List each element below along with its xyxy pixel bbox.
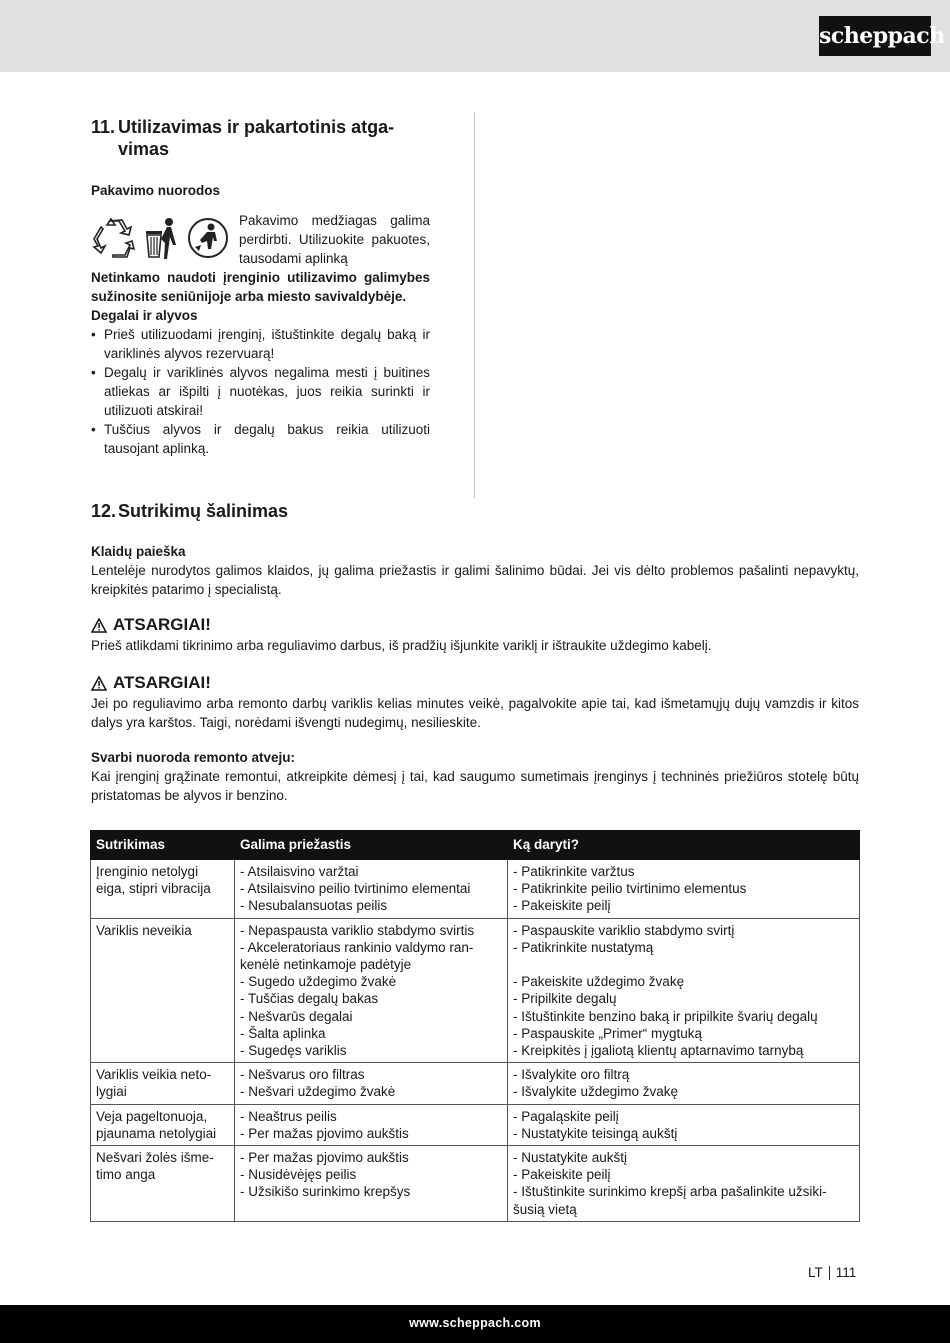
fuel-heading: Degalai ir alyvos — [91, 308, 198, 323]
cell-line: - Išvalykite oro filtrą — [513, 1067, 630, 1083]
fault-heading: Klaidų paieška — [91, 544, 186, 559]
table-cell-causes — [235, 860, 508, 919]
cell-line: - Per mažas pjovimo aukštis — [240, 1150, 409, 1166]
section-number: 11. — [91, 117, 116, 137]
fuel-bullets — [91, 325, 430, 458]
cell-line: - Užsikišo surinkimo krepšys — [240, 1184, 411, 1200]
page-number — [808, 1265, 856, 1280]
column-header: Sutrikimas — [91, 831, 235, 860]
table-cell-fault — [91, 918, 235, 1063]
cell-line: lygiai — [96, 1084, 127, 1100]
repair-heading: Svarbi nuoroda remonto atveju: — [91, 750, 296, 765]
section-12-title — [91, 500, 859, 522]
table-cell-actions — [508, 860, 860, 919]
table-cell-fault — [91, 860, 235, 919]
warning-title: ATSARGIAI! — [113, 615, 211, 634]
table-cell-fault — [91, 1104, 235, 1145]
cell-line: timo anga — [96, 1167, 156, 1183]
table-row — [91, 1146, 860, 1222]
section-11 — [91, 116, 430, 458]
section-11-title — [91, 116, 430, 160]
cell-line: - Neaštrus peilis — [240, 1108, 337, 1124]
column-header: Ką daryti? — [508, 831, 860, 860]
title-line-2: vimas — [118, 139, 170, 159]
fault-text: Lentelėje nurodytos galimos klaidos, jų galima priežastis ir galimi šalinimo būdai. Jei vis dėlto problemos pašalinti nepavyktų, kreipkitės patarimo į specialistą. — [91, 563, 859, 597]
cell-line: - Pagaląskite peilį — [513, 1108, 619, 1124]
cell-line: Variklis neveikia — [96, 922, 192, 938]
cell-line: Nešvari žolės išme- — [96, 1150, 214, 1166]
recycle-icon — [91, 215, 137, 261]
recycling-icons — [91, 211, 237, 265]
table-header-row — [91, 831, 860, 860]
column-header: Galima priežastis — [235, 831, 508, 860]
troubleshooting-table — [90, 830, 860, 1222]
table-cell-actions — [508, 1063, 860, 1104]
table-cell-causes — [235, 1063, 508, 1104]
table-cell-fault — [91, 1146, 235, 1222]
cell-line: - Patikrinkite varžtus — [513, 864, 635, 879]
table-row — [91, 860, 860, 919]
repair-text: Kai įrenginį grąžinate remontui, atkreipkite dėmesį į tai, kad saugumo sumetimais įrenginys į techninės priežiūros stotelę būtų pristatomas be alyvos ir benzino. — [91, 769, 859, 803]
column-divider — [474, 112, 475, 498]
table-row — [91, 1104, 860, 1145]
list-item: • Degalų ir variklinės alyvos negalima mesti į buitines atliekas ar išpilti į nuotėkas, juos reikia surinkti ir utilizuoti atskirai! — [91, 365, 430, 418]
cell-line: - Paspauskite „Primer“ mygtuką — [513, 1025, 703, 1041]
cell-line: - Nepaspausta variklio stabdymo svirtis — [240, 922, 475, 938]
cell-line: eiga, stipri vibracija — [96, 881, 211, 897]
cell-line: pjaunama netolygiai — [96, 1125, 217, 1141]
list-item: • Tuščius alyvos ir degalų bakus reikia utilizuoti tausojant aplinką. — [91, 422, 430, 456]
table-cell-causes — [235, 1146, 508, 1222]
table-cell-actions — [508, 918, 860, 1063]
cell-line: - Nešvari uždegimo žvakė — [240, 1084, 396, 1100]
title-line-1: Utilizavimas ir pakartotinis atga- — [118, 117, 395, 137]
waste-bin-icon — [143, 215, 179, 261]
header-band — [0, 0, 950, 72]
cell-line — [513, 956, 854, 973]
packing-text: Pakavimo medžiagas galima perdirbti. Utilizuokite pakuotes, tausodami aplinką — [239, 213, 430, 266]
cell-line: kenėlė netinkamoje padėtyje — [240, 957, 412, 973]
packing-block — [91, 211, 430, 306]
table-cell-causes — [235, 918, 508, 1063]
cell-line: - Paspauskite variklio stabdymo svirtį — [513, 922, 735, 938]
cell-line: - Atsilaisvino varžtai — [240, 864, 359, 879]
person-recycle-icon — [185, 215, 231, 261]
table-body — [91, 860, 860, 1222]
cell-line: - Pakeiskite uždegimo žvakę — [513, 974, 685, 990]
footer-bar — [0, 1305, 950, 1343]
warning-1-heading — [91, 614, 859, 636]
table-cell-actions — [508, 1146, 860, 1222]
warning-icon — [91, 676, 107, 691]
cell-line: - Nesubalansuotas peilis — [240, 898, 388, 914]
cell-line: - Nešvarus oro filtras — [240, 1067, 365, 1083]
section-title-text: Sutrikimų šalinimas — [118, 501, 289, 521]
cell-line: - Patikrinkite peilio tvirtinimo elementus — [513, 881, 747, 897]
table-row — [91, 918, 860, 1063]
table-cell-causes — [235, 1104, 508, 1145]
cell-line: - Patikrinkite nustatymą — [513, 939, 654, 955]
cell-line: - Pripilkite degalų — [513, 991, 617, 1007]
section-12 — [91, 500, 859, 805]
cell-line: šusią vietą — [513, 1201, 577, 1217]
language-code: LT — [808, 1265, 823, 1280]
warning-1-text: Prieš atlikdami tikrinimo arba reguliavimo darbus, iš pradžių išjunkite variklį ir ištraukite uždegimo kabelį. — [91, 638, 712, 653]
warning-2-heading — [91, 672, 859, 694]
cell-line: - Kreipkitės į įgaliotą klientų aptarnavimo tarnybą — [513, 1043, 804, 1059]
cell-line: - Pakeiskite peilį — [513, 1167, 611, 1183]
cell-line: - Sugedo uždegimo žvakė — [240, 974, 397, 990]
bullet-text: Tuščius alyvos ir degalų bakus reikia utilizuoti tausojant aplinką. — [104, 422, 430, 456]
cell-line: - Ištuštinkite surinkimo krepšį arba pašalinkite užsiki- — [513, 1184, 827, 1200]
list-item: • Prieš utilizuodami įrenginį, ištuštinkite degalų baką ir variklinės alyvos rezervuarą! — [91, 327, 430, 361]
cell-line: - Nešvarūs degalai — [240, 1008, 353, 1024]
cell-line: Įrenginio netolygi — [96, 864, 199, 879]
page-number-value: 111 — [835, 1265, 857, 1280]
separator — [829, 1266, 830, 1280]
cell-line: - Išvalykite uždegimo žvakę — [513, 1084, 679, 1100]
disposal-text: Netinkamo naudoti įrenginio utilizavimo galimybes sužinosite seniūnijoje arba miesto savivaldybėje. — [91, 270, 430, 304]
cell-line: - Sugedęs variklis — [240, 1043, 347, 1059]
cell-line: Veja pageltonuoja, — [96, 1108, 208, 1124]
cell-line: - Atsilaisvino peilio tvirtinimo elementai — [240, 881, 471, 897]
section-number: 12. — [91, 501, 117, 521]
table-cell-fault — [91, 1063, 235, 1104]
cell-line: - Šalta aplinka — [240, 1025, 326, 1041]
cell-line: - Ištuštinkite benzino baką ir pripilkite švarių degalų — [513, 1008, 818, 1024]
cell-line: - Akceleratoriaus rankinio valdymo ran- — [240, 939, 474, 955]
cell-line: - Nusidėvėjęs peilis — [240, 1167, 357, 1183]
footer-url: www.scheppach.com — [409, 1316, 541, 1330]
cell-line: Variklis veikia neto- — [96, 1067, 212, 1083]
brand-logo: scheppach — [819, 16, 931, 56]
cell-line: - Tuščias degalų bakas — [240, 991, 379, 1007]
table-cell-actions — [508, 1104, 860, 1145]
section-title-text — [118, 116, 394, 160]
cell-line: - Per mažas pjovimo aukštis — [240, 1125, 409, 1141]
cell-line: - Pakeiskite peilį — [513, 898, 611, 914]
packing-heading: Pakavimo nuorodos — [91, 183, 221, 198]
bullet-text: Prieš utilizuodami įrenginį, ištuštinkite degalų baką ir variklinės alyvos rezervuarą! — [104, 327, 430, 361]
table-row — [91, 1063, 860, 1104]
warning-2-text: Jei po reguliavimo arba remonto darbų variklis kelias minutes veikė, pagalvokite apie tai, kad išmetamųjų dujų vamzdis ir kitos dalys yra karštos. Taigi, norėdami išvengti nudegimų, nesilieskite. — [91, 696, 859, 730]
warning-title: ATSARGIAI! — [113, 673, 211, 692]
bullet-text: Degalų ir variklinės alyvos negalima mesti į buitines atliekas ar išpilti į nuotėkas, juos reikia surinkti ir utilizuoti atskirai! — [104, 365, 430, 418]
cell-line: - Nustatykite teisingą aukštį — [513, 1125, 678, 1141]
cell-line: - Nustatykite aukštį — [513, 1150, 628, 1166]
warning-icon — [91, 618, 107, 633]
